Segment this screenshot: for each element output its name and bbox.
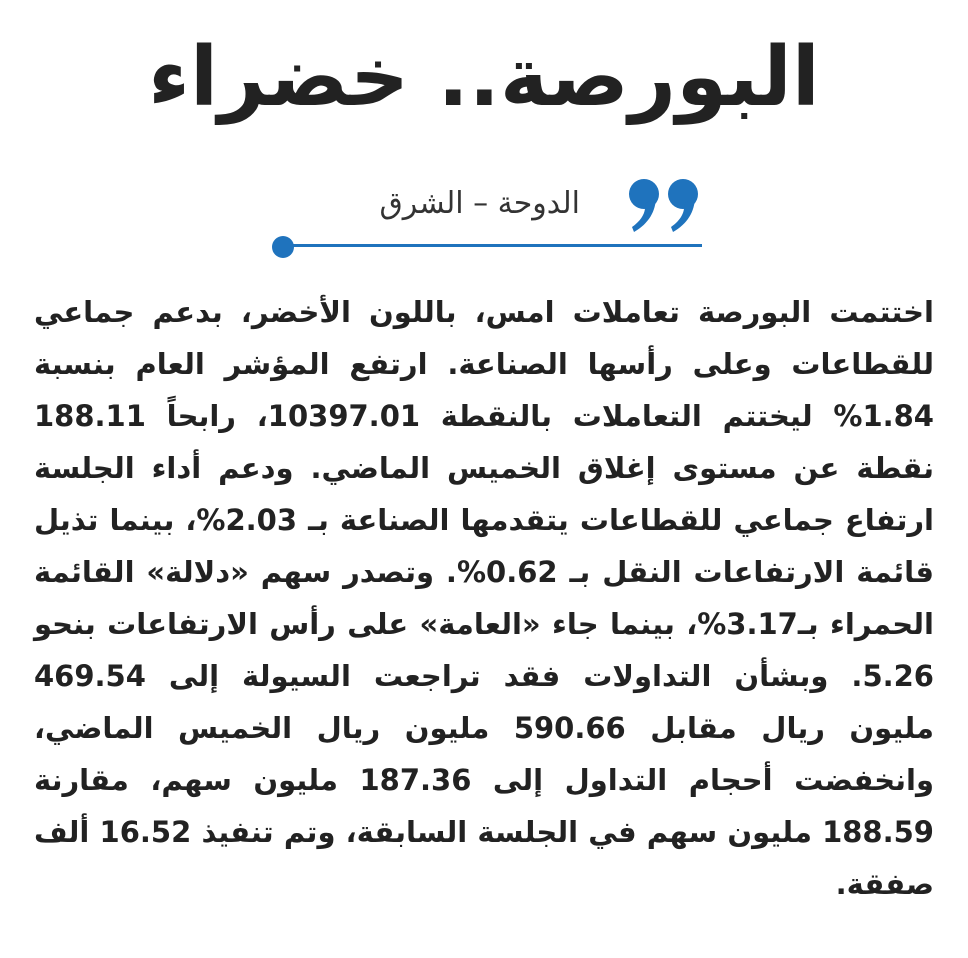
dateline: الدوحة – الشرق — [379, 186, 580, 221]
headline: البورصة.. خضراء — [148, 30, 820, 125]
quote-icon — [626, 178, 702, 234]
divider-dot — [272, 236, 294, 258]
byline — [270, 172, 702, 256]
article-body: اختتمت البورصة تعاملات امس، باللون الأخضر، بدعم جماعي للقطاعات وعلى رأسها الصناعة. ارتفع المؤشر العام بنسبة 1.84% ليختتم التعاملات بالنقطة 10397.01، رابحاً 188.11 نقطة عن مستوى إغلاق الخميس الماضي. ودعم أداء الجلسة ارتفاع جماعي للقطاعات يتقدمها الصناعة بـ 2.03%، بينما تذيل قائمة الارتفاعات النقل بـ 0.62%. وتصدر سهم «دلالة» القائمة الحمراء بـ3.17%، بينما جاء «العامة» على رأس الارتفاعات بنحو 5.26. وبشأن التداولات فقد تراجعت السيولة إلى 469.54 مليون ريال مقابل 590.66 مليون ريال الخميس الماضي، وانخفضت أحجام التداول إلى 187.36 مليون سهم، مقارنة 188.59 مليون سهم في الجلسة السابقة، وتم تنفيذ 16.52 ألف صفقة. — [34, 295, 935, 901]
byline-divider — [284, 244, 702, 247]
